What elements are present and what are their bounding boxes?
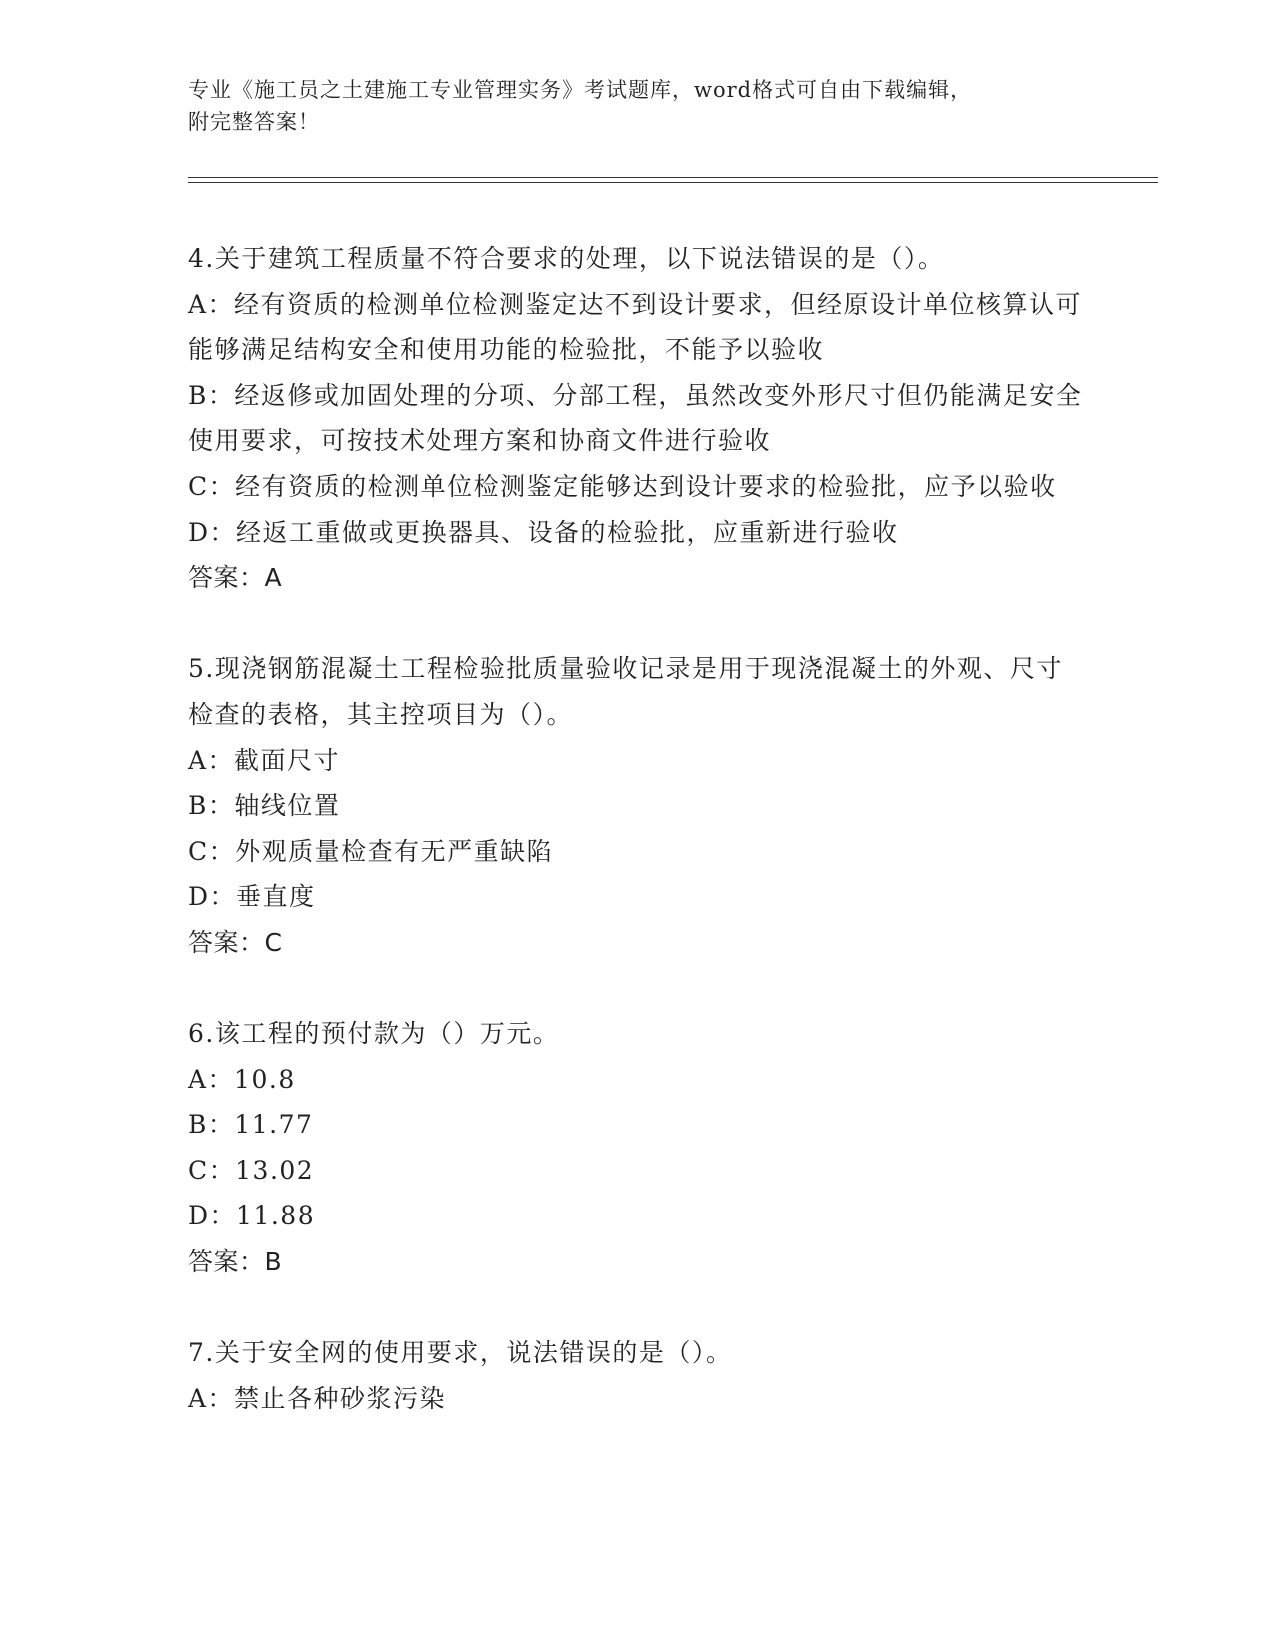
- option-b: B：轴线位置: [188, 791, 341, 821]
- answer-line: 答案：A: [188, 563, 283, 593]
- option-c: C：13.02: [188, 1155, 315, 1185]
- question-stem: 4.关于建筑工程质量不符合要求的处理，以下说法错误的是（）。: [188, 244, 945, 273]
- option-b: B：经返修或加固处理的分项、分部工程，虽然改变外形尺寸但仍能满足安全使用要求，可按技术处理方案和协商文件进行验收: [188, 380, 1083, 456]
- header-divider-bottom: [188, 182, 1158, 183]
- header-line-1: 专业《施工员之土建施工专业管理实务》考试题库，word格式可自由下载编辑，: [188, 78, 973, 102]
- option-d: D：经返工重做或更换器具、设备的检验批，应重新进行验收: [188, 517, 899, 547]
- question-stem: 6.该工程的预付款为（）万元。: [188, 1019, 560, 1049]
- question-list: [188, 236, 1088, 1467]
- answer-line: 答案：C: [188, 927, 283, 957]
- question-stem: 5.现浇钢筋混凝土工程检验批质量验收记录是用于现浇混凝土的外观、尺寸检查的表格，其主控项目为（）。: [188, 654, 1063, 729]
- question-5: [188, 646, 1088, 965]
- option-d: D：垂直度: [188, 882, 316, 912]
- option-c: C：外观质量检查有无严重缺陷: [188, 836, 554, 866]
- option-a: A：10.8: [188, 1064, 296, 1094]
- question-stem: 7.关于安全网的使用要求，说法错误的是（）。: [188, 1338, 733, 1368]
- option-c: C：经有资质的检测单位检测鉴定能够达到设计要求的检验批，应予以验收: [188, 471, 1057, 501]
- answer-line: 答案：B: [188, 1247, 283, 1277]
- header-divider-top: [188, 177, 1158, 178]
- option-a: A：经有资质的检测单位检测鉴定达不到设计要求，但经原设计单位核算认可能够满足结构安全和使用功能的检验批，不能予以验收: [188, 289, 1083, 365]
- option-a: A：截面尺寸: [188, 745, 341, 775]
- option-a: A：禁止各种砂浆污染: [188, 1383, 447, 1413]
- question-6: [188, 1011, 1088, 1285]
- document-header: [188, 74, 1088, 138]
- option-b: B：11.77: [188, 1110, 314, 1140]
- header-line-2: 附完整答案！: [188, 110, 320, 134]
- question-7: [188, 1330, 1088, 1421]
- question-4: [188, 236, 1088, 601]
- option-d: D：11.88: [188, 1201, 316, 1231]
